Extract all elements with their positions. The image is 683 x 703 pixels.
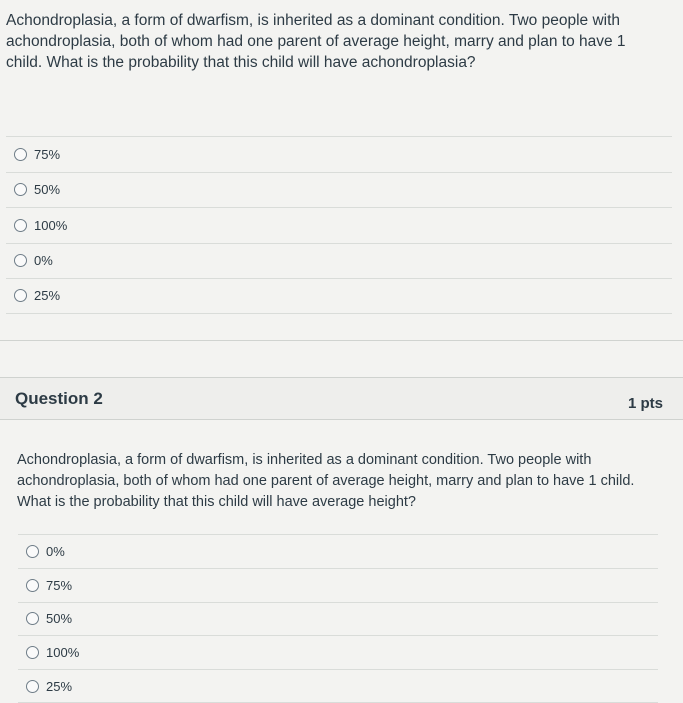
answer-option[interactable] xyxy=(18,568,658,602)
answer-label: 75% xyxy=(46,577,73,593)
question-2-title: Question 2 xyxy=(15,389,103,408)
answer-option[interactable] xyxy=(18,534,658,568)
question-1-answers xyxy=(6,136,672,314)
answer-option[interactable] xyxy=(6,243,672,279)
radio-button[interactable] xyxy=(14,219,27,232)
answer-option[interactable] xyxy=(6,136,672,172)
answer-label: 25% xyxy=(34,288,61,304)
question-1-text: Achondroplasia, a form of dwarfism, is inherited as a dominant condition. Two people with achondroplasia, both of whom had one parent of average height, marry and plan to have 1 child. What is the probability that this child will have achondroplasia? xyxy=(6,12,626,71)
question-2-answers xyxy=(18,534,658,703)
radio-button[interactable] xyxy=(26,612,39,625)
radio-button[interactable] xyxy=(14,289,27,302)
radio-button[interactable] xyxy=(14,254,27,267)
radio-button[interactable] xyxy=(26,579,39,592)
answer-label: 0% xyxy=(46,543,65,559)
radio-button[interactable] xyxy=(14,148,27,161)
answer-label: 50% xyxy=(46,611,73,627)
radio-button[interactable] xyxy=(14,183,27,196)
answer-label: 50% xyxy=(34,182,61,198)
question-2-header xyxy=(0,377,683,420)
answer-option[interactable] xyxy=(6,207,672,243)
radio-button[interactable] xyxy=(26,646,39,659)
answer-option[interactable] xyxy=(6,172,672,208)
answer-label: 25% xyxy=(46,678,73,694)
answer-option[interactable] xyxy=(18,669,658,703)
radio-button[interactable] xyxy=(26,545,39,558)
answer-label: 0% xyxy=(34,253,53,269)
answer-label: 100% xyxy=(34,217,68,233)
question-2-points: 1 pts xyxy=(627,395,663,412)
answer-label: 75% xyxy=(34,146,61,162)
question-1-divider xyxy=(0,340,683,341)
answer-label: 100% xyxy=(46,645,80,661)
question-2-text: Achondroplasia, a form of dwarfism, is inherited as a dominant condition. Two people with achondroplasia, both of whom had one parent of average height, marry and plan to have 1 child. What is the probability that this child will have average height? xyxy=(17,452,635,510)
radio-button[interactable] xyxy=(26,680,39,693)
answer-option[interactable] xyxy=(18,602,658,636)
answer-option[interactable] xyxy=(6,278,672,314)
answer-option[interactable] xyxy=(18,635,658,669)
